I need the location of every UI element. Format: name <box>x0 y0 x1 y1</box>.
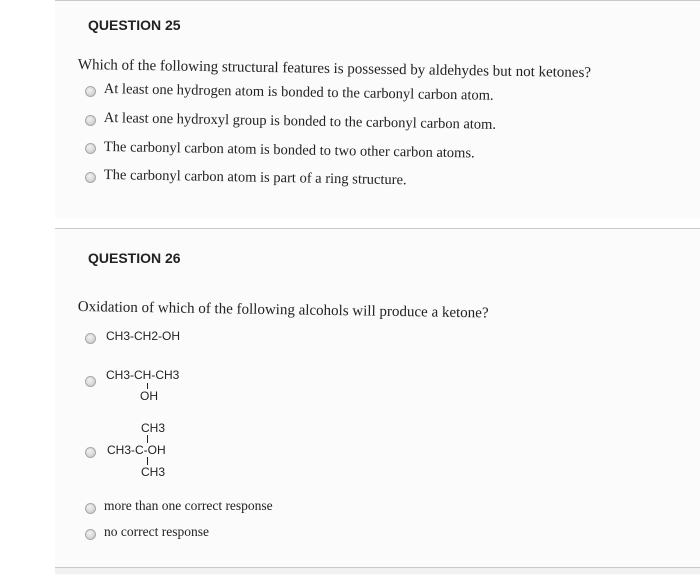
q26-option-4-label: more than one correct response <box>104 498 273 513</box>
q26-option-3-top-bond <box>147 435 148 443</box>
question-26-prompt: Oxidation of which of the following alcohols will produce a ketone? <box>77 299 489 322</box>
q25-option-2-radio[interactable] <box>85 115 96 126</box>
q26-option-2-radio[interactable] <box>85 376 96 387</box>
question-25-prompt: Which of the following structural features is possessed by aldehydes but not ketones? <box>77 57 592 82</box>
q25-option-4-radio[interactable] <box>85 172 96 183</box>
question-25-heading: QUESTION 25 <box>88 17 181 33</box>
q26-option-5-radio[interactable] <box>85 529 96 540</box>
q26-option-3-formula: CH3-C-OH <box>107 443 166 457</box>
q25-option-3-radio[interactable] <box>85 143 96 154</box>
q25-option-3-label: The carbonyl carbon atom is bonded to two other carbon atoms. <box>103 139 475 162</box>
q26-option-3-bottom-group: CH3 <box>141 465 166 479</box>
q26-option-4-radio[interactable] <box>85 503 96 514</box>
question-26-heading: QUESTION 26 <box>88 250 181 266</box>
q26-option-5-label: no correct response <box>104 524 209 539</box>
q26-option-3-radio[interactable] <box>85 447 96 458</box>
q25-option-1-label: At least one hydrogen atom is bonded to the carbonyl carbon atom. <box>103 81 494 104</box>
q25-option-1-radio[interactable] <box>85 86 96 97</box>
q26-option-1-formula: CH3-CH2-OH <box>106 329 181 343</box>
next-question-panel-edge <box>55 567 700 574</box>
q26-option-2-substituent: OH <box>140 389 158 403</box>
q25-option-2-label: At least one hydroxyl group is bonded to the carbonyl carbon atom. <box>103 110 497 133</box>
q26-option-3-top-group: CH3 <box>141 421 166 435</box>
q26-option-1-radio[interactable] <box>85 333 96 344</box>
q26-option-3-bottom-bond <box>147 457 148 465</box>
q25-option-4-label: The carbonyl carbon atom is part of a ring structure. <box>103 167 407 189</box>
q26-option-2-formula: CH3-CH-CH3 <box>106 368 180 382</box>
